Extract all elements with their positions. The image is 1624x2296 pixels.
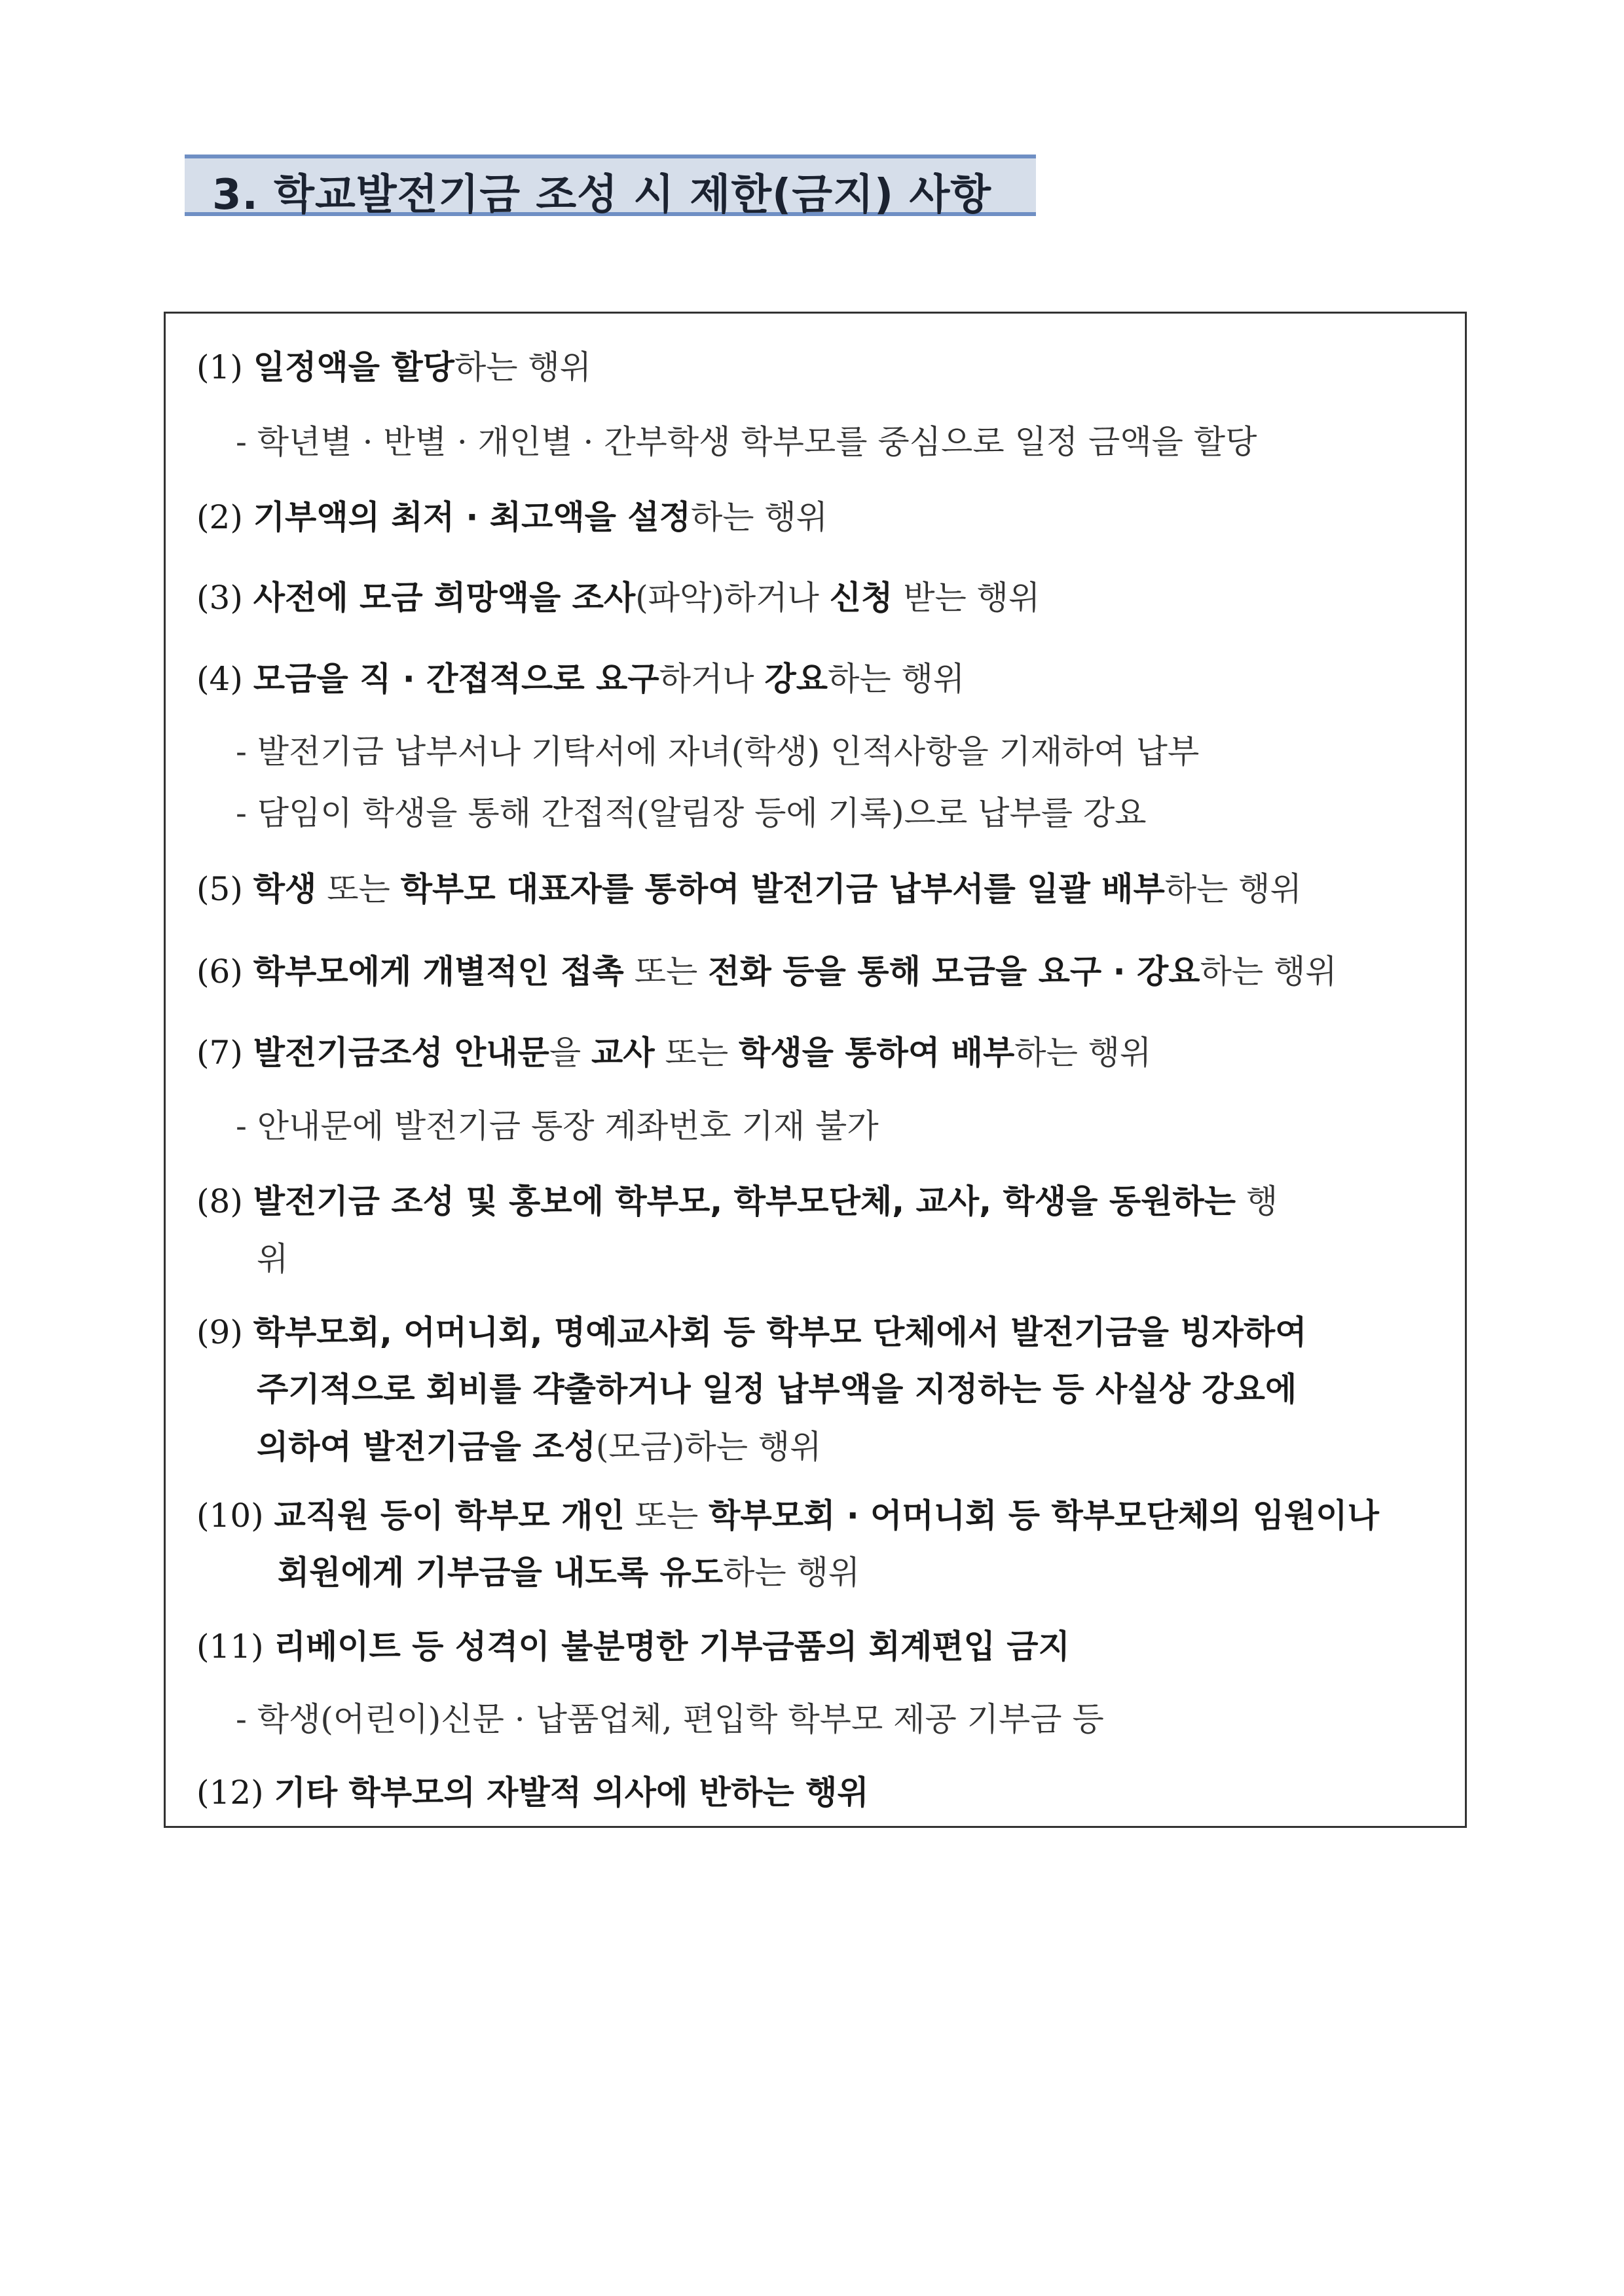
- item-4-text: 하거나: [659, 660, 765, 698]
- item-4-sub-1: - 발전기금 납부서나 기탁서에 자녀(학생) 인적사항을 기재하여 납부: [236, 733, 1200, 771]
- item-8-emphasis: 발전기금 조성 및 홍보에 학부모, 학부모단체, 교사, 학생을 동원하는: [253, 1182, 1236, 1220]
- item-5: [196, 869, 1302, 909]
- item-10-text: 또는: [624, 1497, 709, 1535]
- item-5-text: 하는 행위: [1164, 870, 1302, 908]
- item-2: [196, 498, 828, 537]
- item-10-emphasis: 교직원 등이 학부모 개인: [274, 1497, 625, 1535]
- item-9-line-3: [257, 1427, 822, 1467]
- heading-title: 3. 학교발전기금 조성 시 제한(금지) 사항: [212, 171, 992, 219]
- item-4-sub-2: - 담임이 학생을 통해 간접적(알림장 등에 기록)으로 납부를 강요: [236, 794, 1147, 832]
- item-6-text: 하는 행위: [1200, 953, 1337, 991]
- item-3-emphasis: 신청: [829, 579, 893, 617]
- item-number: (6): [196, 953, 243, 991]
- item-7-sub: - 안내문에 발전기금 통장 계좌번호 기재 불가: [236, 1107, 879, 1145]
- item-6-emphasis: 전화 등을 통해 모금을 요구 · 강요: [708, 953, 1200, 991]
- item-7-text: 을: [549, 1034, 592, 1072]
- item-7-emphasis: 교사: [591, 1034, 655, 1072]
- item-6: [196, 952, 1337, 991]
- item-8: [196, 1182, 1278, 1221]
- item-3-text: (파악): [635, 579, 724, 617]
- item-6-emphasis: 학부모에게 개별적인 접촉: [253, 953, 624, 991]
- item-9-emphasis: 학부모회, 어머니회, 명예교사회 등 학부모 단체에서 발전기금을 빙자하여: [253, 1313, 1307, 1351]
- item-4: [196, 659, 965, 699]
- item-number: (5): [196, 870, 243, 908]
- item-1-sub: - 학년별 · 반별 · 개인별 · 간부학생 학부모를 중심으로 일정 금액을 할당: [236, 423, 1257, 461]
- item-1: [196, 348, 591, 387]
- item-7-text: 하는 행위: [1014, 1034, 1152, 1072]
- item-7-text: 또는: [654, 1034, 739, 1072]
- item-9-text: (모금)하는 행위: [595, 1428, 822, 1466]
- item-number: (8): [196, 1182, 243, 1220]
- item-3: [196, 578, 1040, 617]
- item-10: [196, 1496, 1379, 1535]
- item-number: (4): [196, 660, 243, 698]
- item-number: (9): [196, 1313, 243, 1351]
- item-5-emphasis: 학생: [253, 870, 317, 908]
- item-11-sub: - 학생(어린이)신문 · 납품업체, 편입학 학부모 제공 기부금 등: [236, 1700, 1104, 1738]
- item-4-emphasis: 모금을 직 · 간접적으로 요구: [253, 660, 659, 698]
- item-1-text: 하는 행위: [454, 348, 592, 386]
- item-number: (2): [196, 498, 243, 536]
- item-9-emphasis: 의하여 발전기금을 조성: [257, 1428, 596, 1466]
- item-number: (7): [196, 1034, 243, 1072]
- item-9: [196, 1313, 1307, 1352]
- item-number: (11): [196, 1628, 264, 1666]
- item-number: (10): [196, 1497, 264, 1535]
- item-11: [196, 1627, 1070, 1666]
- item-12-emphasis: 기타 학부모의 자발적 의사에 반하는 행위: [274, 1774, 869, 1812]
- item-1-emphasis: 일정액을 할당: [253, 348, 454, 386]
- item-10-emphasis: 학부모회 · 어머니회 등 학부모단체의 임원이나: [709, 1497, 1379, 1535]
- item-number: (1): [196, 348, 243, 386]
- item-5-text: 또는: [316, 870, 401, 908]
- item-11-emphasis: 리베이트 등 성격이 불분명한 기부금품의 회계편입 금지: [274, 1628, 1070, 1666]
- item-6-text: 또는: [623, 953, 709, 991]
- item-4-text: 하는 행위: [828, 660, 965, 698]
- item-number: (12): [196, 1774, 264, 1812]
- item-2-text: 하는 행위: [690, 498, 828, 536]
- item-number: (3): [196, 579, 243, 617]
- item-8-continuation: 위: [257, 1240, 289, 1278]
- item-10-emphasis: 회원에게 기부금을 내도록 유도: [278, 1554, 724, 1592]
- item-7: [196, 1033, 1151, 1072]
- item-7-emphasis: 발전기금조성 안내문: [253, 1034, 549, 1072]
- item-3-emphasis: 사전에 모금 희망액을 조사: [253, 579, 636, 617]
- item-10-text: 하는 행위: [723, 1554, 860, 1592]
- item-3-text: 하거나: [724, 579, 830, 617]
- item-9-emphasis: 주기적으로 회비를 갹출하거나 일정 납부액을 지정하는 등 사실상 강요에: [257, 1370, 1297, 1408]
- item-9-line-2: [257, 1370, 1297, 1409]
- item-7-emphasis: 학생을 통하여 배부: [739, 1034, 1015, 1072]
- item-8-text: 행: [1236, 1182, 1278, 1220]
- item-10-line-2: [278, 1553, 860, 1592]
- item-5-emphasis: 학부모 대표자를 통하여 발전기금 납부서를 일괄 배부: [400, 870, 1165, 908]
- item-4-emphasis: 강요: [764, 660, 828, 698]
- item-12: [196, 1773, 869, 1812]
- item-3-text: 받는 행위: [893, 579, 1041, 617]
- section-heading: [185, 155, 1036, 220]
- item-2-emphasis: 기부액의 최저 · 최고액을 설정: [253, 498, 691, 536]
